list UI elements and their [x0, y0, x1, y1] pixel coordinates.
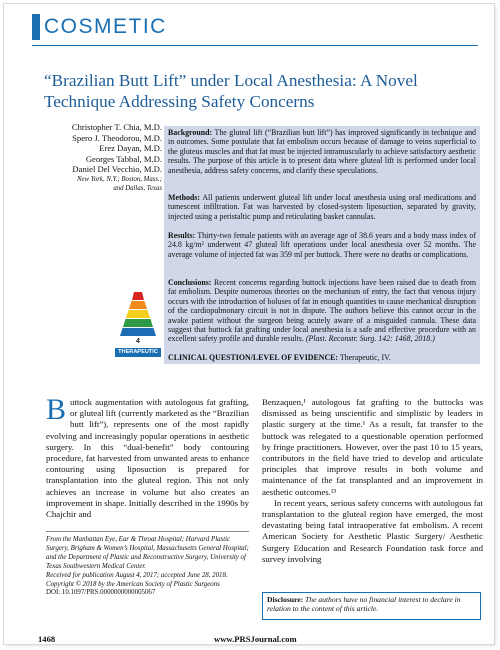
intro-text: uttock augmentation with autologous fat grafting, or gluteal lift (currently marketed as the “Brazilian butt lift”), represents one of the most rapidly evolving and increasingly popular operations in aesthetic surgery. In this “dual-benefit” body contouring procedure, fat harvested from unwanted areas to enhance contouring using liposuction is prepared for transplantation into the gluteal region. This not only achieves an increase in volume but also creates an improvement in shape. Initially described in the 1990s by Chajchir and — [46, 397, 249, 520]
affiliation-note: From the Manhattan Eye, Ear & Throat Hospital; Harvard Plastic Surgery, Brigham & Women’s Hospital, Massachusetts General Hospital; and the Department of Plastic and Reconstructive Surgery, University of Texas Southwestern Medical Center. — [46, 536, 249, 570]
evidence-level-number: 4 — [136, 338, 140, 345]
author-name: Georges Tabbal, M.D. — [85, 153, 162, 164]
evidence-pyramid-icon — [117, 290, 159, 338]
abstract-background — [168, 128, 476, 175]
abstract-results — [168, 231, 476, 259]
background-label: Background: — [168, 128, 213, 137]
body-column-right — [262, 397, 483, 565]
copyright-note: Copyright © 2018 by the American Society of Plastic Surgeons — [46, 580, 220, 588]
disclosure-box — [262, 592, 481, 620]
header-rule — [32, 45, 478, 46]
body-paragraph: Benzaquen,¹ autologous fat grafting to the buttocks was dismissed as being unscientific and simplistic by leaders in plastic surgery at the time.¹ As a result, fat transfer to the buttock was relegated to a questionable operation performed by fringe practitioners. However, over the past 10 to 15 years, contributors in the field have tried to develop and articulate principles that improve results in both volume and maintenance of the fat transplanted and an improvement in aesthetic outcomes.²³ — [262, 397, 483, 497]
pyramid-tier-5 — [120, 328, 156, 336]
drop-cap: B — [46, 393, 67, 426]
location-line: New York, N.Y.; Boston, Mass.; — [76, 176, 162, 183]
evidence-label: CLINICAL QUESTION/LEVEL OF EVIDENCE: — [168, 353, 339, 362]
doi-note[interactable]: DOI: 10.1097/PRS.0000000000005067 — [46, 589, 156, 597]
article-title: “Brazilian Butt Lift” under Local Anesthesia: A Novel Technique Addressing Safety Concerns — [44, 71, 418, 111]
article-footnotes — [46, 536, 249, 598]
abstract-methods — [168, 193, 476, 221]
body-paragraph: In recent years, serious safety concerns with autologous fat transplantation to the gluteal region have emerged, the most devastating being fatal intraoperative fat embolism. A recent American Society for Aesthetic Plastic Surgery/ Aesthetic Surgery Education and Research Foundation task force and survey involving — [262, 497, 483, 564]
author-name: Spero J. Theodorou, M.D. — [72, 132, 162, 143]
abstract-conclusions — [168, 278, 476, 344]
results-text: Thirty-two female patients with an average age of 38.6 years and a body mass index of 24.8 kg/m² underwent 47 gluteal lift operations under local anesthesia over 52 months. The average volume of injected fat was 359 ml per buttock. There were no deaths or complications. — [168, 231, 476, 259]
evidence-value: Therapeutic, IV. — [339, 353, 391, 362]
abstract-evidence — [168, 353, 476, 362]
disclosure-label: Disclosure: — [267, 595, 304, 604]
background-text: The gluteal lift (“Brazilian butt lift”) has improved significantly in technique and in outcomes. Some postulate that fat embolism occurs because of damage to veins superficial to the gluteus muscles and that fat must be injected intramuscularly to achieve satisfactory aesthetic results. The purpose of this article is to present data where gluteal lift is performed under local anesthesia, address safety concerns, and clarify these speculations. — [168, 128, 476, 175]
pyramid-tier-2 — [129, 301, 147, 309]
footnote-divider — [46, 531, 249, 532]
evidence-type-label: THERAPEUTIC — [115, 348, 161, 357]
pyramid-tier-1 — [132, 292, 144, 300]
article-page — [4, 4, 494, 644]
author-locations — [24, 176, 162, 193]
received-note: Received for publication August 4, 2017; accepted June 28, 2018. — [46, 571, 228, 579]
intro-paragraph — [46, 393, 249, 520]
journal-url[interactable]: www.PRSJournal.com — [214, 634, 297, 644]
section-marker — [32, 14, 40, 40]
citation: (Plast. Reconstr. Surg. 142: 1468, 2018.) — [305, 334, 435, 344]
methods-text: All patients underwent gluteal lift under local anesthesia using oral medications and tumescent infiltration. Fat was harvested by closed-system liposuction, separated by gravity, injected using a peristaltic pump and reticulating basket cannulas. — [168, 193, 476, 221]
disclosure-text: The authors have no financial interest to declare in relation to the content of this article. — [267, 595, 461, 614]
pyramid-tier-4 — [123, 319, 153, 327]
author-name: Daniel Del Vecchio, M.D. — [72, 164, 162, 175]
section-title: COSMETIC — [44, 15, 167, 38]
methods-label: Methods: — [168, 193, 200, 202]
author-name: Erez Dayan, M.D. — [99, 143, 162, 154]
author-name: Christopher T. Chia, M.D. — [71, 122, 162, 132]
body-column-left — [46, 393, 249, 520]
location-line: and Dallas, Texas — [113, 184, 162, 192]
author-list — [24, 122, 162, 175]
evidence-level-badge — [117, 290, 159, 355]
conclusions-label: Conclusions: — [168, 278, 212, 287]
pyramid-tier-3 — [126, 310, 150, 318]
section-header — [32, 14, 167, 40]
results-label: Results: — [168, 231, 196, 240]
conclusions-text: Recent concerns regarding buttock injections have been raised due to death from fat embolism. Despite numerous theories on the mechanism of entry, the fact that venous injury occurs with the introduction of boluses of fat in enough quantities to cause mechanical disruption of the cardiopulmonary circuit is not in dispute. The authors believe this cannot occur in the awake patient without the surgeon being acutely aware of a misguided cannula. These data suggest that buttock fat grafting under local anesthesia is a safe and effective procedure with an excellent safety profile and durable results. — [168, 278, 476, 344]
page-number: 1468 — [38, 634, 56, 644]
abstract-box — [164, 126, 480, 364]
